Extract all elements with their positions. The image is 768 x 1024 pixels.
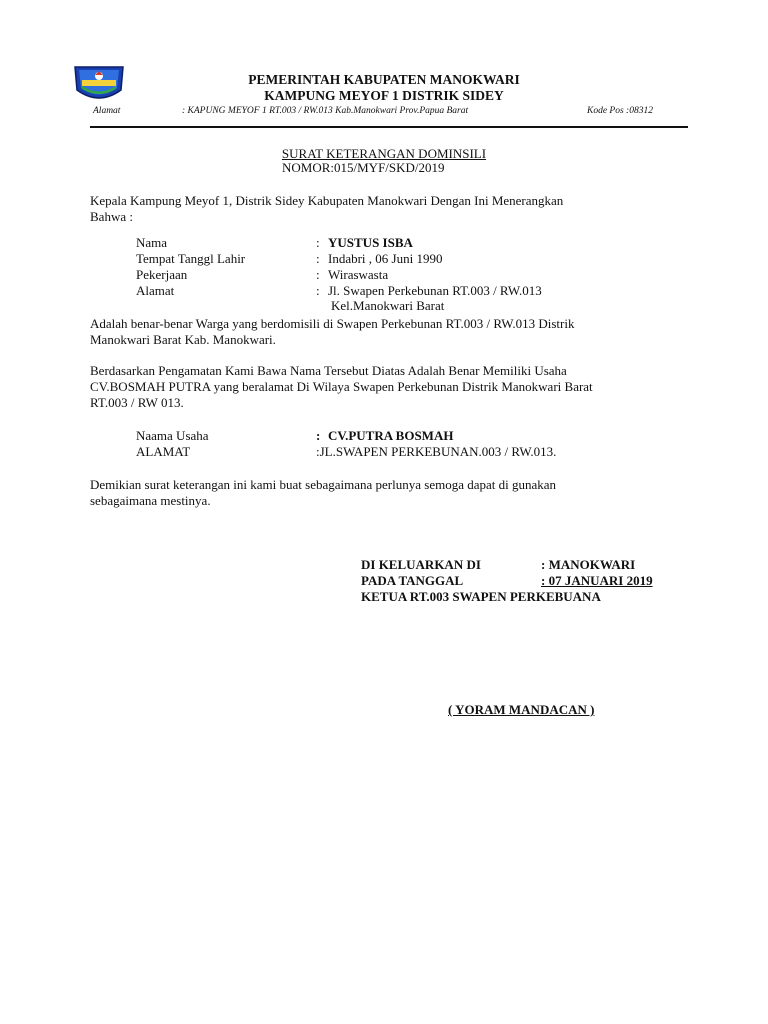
business-label: ALAMAT bbox=[136, 444, 191, 459]
paragraph-line: RT.003 / RW 013. bbox=[90, 395, 184, 410]
business-sep: : bbox=[316, 428, 321, 443]
identity-label: Nama bbox=[136, 235, 168, 250]
document-title-text: SURAT KETERANGAN DOMINSILI bbox=[281, 146, 487, 161]
business-label: Naama Usaha bbox=[136, 428, 209, 443]
postal-code: Kode Pos :08312 bbox=[587, 106, 653, 116]
business-value: CV.PUTRA BOSMAH bbox=[328, 428, 454, 443]
letterhead-line2: KAMPUNG MEYOF 1 DISTRIK SIDEY bbox=[264, 88, 504, 103]
paragraph-line: Demikian surat keterangan ini kami buat sebagaimana perlunya semoga dapat di gunakan bbox=[90, 477, 557, 492]
domicile-paragraph bbox=[90, 316, 678, 348]
address-label: Alamat bbox=[93, 106, 121, 116]
closing-paragraph bbox=[90, 477, 678, 509]
date-label: PADA TANGGAL bbox=[361, 573, 464, 588]
business-value: JL.SWAPEN PERKEBUNAN.003 / RW.013. bbox=[319, 444, 557, 459]
date-row bbox=[361, 573, 653, 589]
identity-row-name bbox=[136, 235, 413, 251]
identity-sep: : bbox=[316, 283, 320, 298]
identity-address-line2: Kel.Manokwari Barat bbox=[331, 298, 445, 313]
paragraph-line: Adalah benar-benar Warga yang berdomisili di Swapen Perkebunan RT.003 / RW.013 Distrik bbox=[90, 316, 575, 331]
paragraph-line: Berdasarkan Pengamatan Kami Bawa Nama Tersebut Diatas Adalah Benar Memiliki Usaha bbox=[90, 363, 567, 378]
identity-value: Indabri , 06 Juni 1990 bbox=[328, 251, 443, 266]
identity-row-job bbox=[136, 267, 388, 283]
business-paragraph bbox=[90, 363, 678, 411]
date-value: : 07 JANUARI 2019 bbox=[541, 573, 653, 588]
issued-at-row bbox=[361, 557, 635, 573]
document-number: NOMOR:015/MYF/SKD/2019 bbox=[282, 160, 445, 175]
intro-paragraph bbox=[90, 193, 678, 225]
identity-sep: : bbox=[316, 235, 320, 250]
intro-line: Kepala Kampung Meyof 1, Distrik Sidey Kabupaten Manokwari Dengan Ini Menerangkan bbox=[90, 193, 564, 208]
paragraph-line: sebagaimana mestinya. bbox=[90, 493, 211, 508]
identity-label: Alamat bbox=[136, 283, 175, 298]
identity-label: Pekerjaan bbox=[136, 267, 188, 282]
business-sep: : bbox=[316, 444, 320, 459]
address-value: : KAPUNG MEYOF 1 RT.003 / RW.013 Kab.Manokwari Prov.Papua Barat bbox=[182, 106, 469, 116]
letterhead-line1: PEMERINTAH KABUPATEN MANOKWARI bbox=[248, 72, 520, 87]
identity-value: YUSTUS ISBA bbox=[328, 235, 413, 250]
business-row-name bbox=[136, 428, 453, 444]
issued-label: DI KELUARKAN DI bbox=[361, 557, 481, 572]
business-row-address bbox=[136, 444, 556, 460]
identity-row-birth bbox=[136, 251, 442, 267]
identity-value: Jl. Swapen Perkebunan RT.003 / RW.013 bbox=[328, 283, 542, 298]
letterhead-divider bbox=[90, 126, 688, 128]
issued-value: : MANOKWARI bbox=[541, 557, 636, 572]
paragraph-line: CV.BOSMAH PUTRA yang beralamat Di Wilaya Swapen Perkebunan Distrik Manokwari Barat bbox=[90, 379, 593, 394]
identity-sep: : bbox=[316, 251, 320, 266]
identity-label: Tempat Tanggl Lahir bbox=[136, 251, 246, 266]
identity-row-address bbox=[136, 283, 542, 299]
identity-value: Wiraswasta bbox=[328, 267, 389, 282]
intro-line: Bahwa : bbox=[90, 209, 133, 224]
signatory-name: ( YORAM MANDACAN ) bbox=[448, 702, 595, 717]
identity-sep: : bbox=[316, 267, 320, 282]
paragraph-line: Manokwari Barat Kab. Manokwari. bbox=[90, 332, 276, 347]
signatory-position: KETUA RT.003 SWAPEN PERKEBUANA bbox=[361, 589, 601, 604]
